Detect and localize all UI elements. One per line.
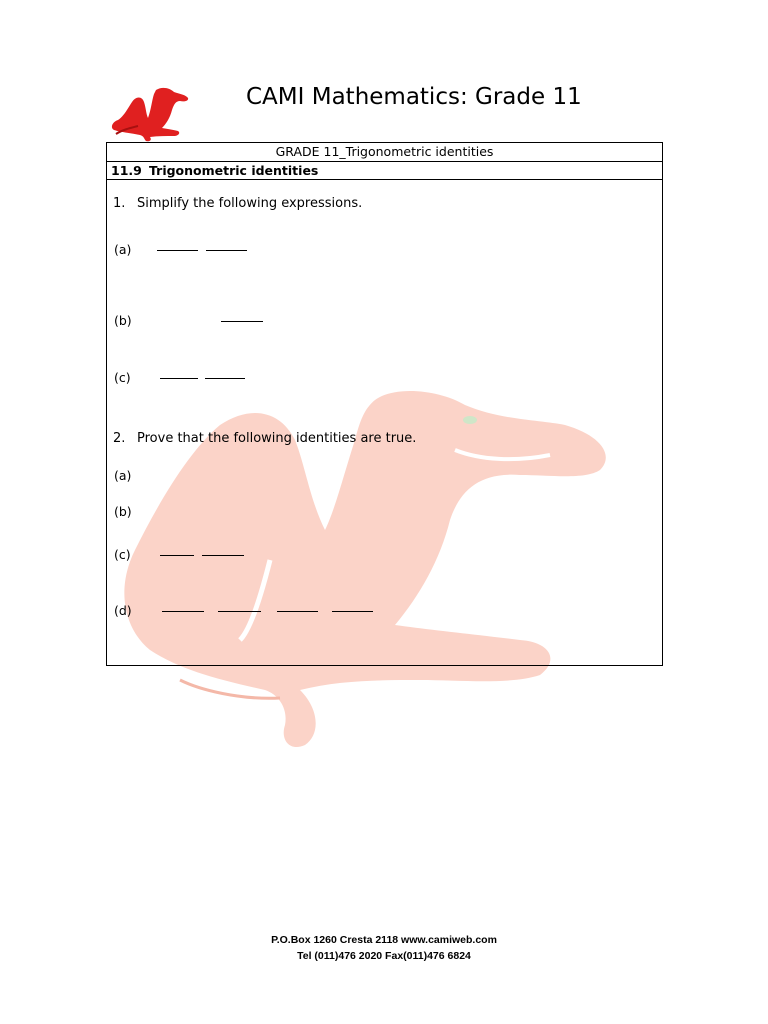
fraction-bar <box>205 378 245 379</box>
fraction-bar <box>162 611 204 612</box>
question-1-part-c: (c) <box>114 370 131 385</box>
question-1-number: 1. <box>113 196 126 211</box>
question-2-part-a: (a) <box>114 468 132 483</box>
question-2-text: Prove that the following identities are true. <box>137 431 417 446</box>
section-title: Trigonometric identities <box>149 163 319 178</box>
fraction-bar <box>332 611 373 612</box>
section-number: 11.9 <box>111 163 142 178</box>
section-heading <box>107 162 662 180</box>
page-title: CAMI Mathematics: Grade 11 <box>246 84 582 110</box>
fraction-bar <box>160 555 194 556</box>
question-1-text: Simplify the following expressions. <box>137 196 363 211</box>
question-2-part-b: (b) <box>114 504 132 519</box>
fraction-bar <box>202 555 244 556</box>
question-1 <box>113 196 362 211</box>
worksheet-table <box>106 142 663 666</box>
cami-camel-logo-icon <box>108 86 190 142</box>
question-1-part-b: (b) <box>114 313 132 328</box>
fraction-bar <box>157 250 198 251</box>
question-2-part-d: (d) <box>114 603 132 618</box>
worksheet-banner: GRADE 11_Trigonometric identities <box>107 143 662 162</box>
question-2-number: 2. <box>113 431 126 446</box>
question-1-part-a: (a) <box>114 242 132 257</box>
fraction-bar <box>218 611 261 612</box>
footer-address: P.O.Box 1260 Cresta 2118 www.camiweb.com <box>271 934 497 946</box>
question-2 <box>113 431 416 446</box>
fraction-bar <box>206 250 247 251</box>
footer-contact: Tel (011)476 2020 Fax(011)476 6824 <box>297 950 471 962</box>
fraction-bar <box>160 378 198 379</box>
fraction-bar <box>221 321 263 322</box>
fraction-bar <box>277 611 318 612</box>
question-2-part-c: (c) <box>114 547 131 562</box>
